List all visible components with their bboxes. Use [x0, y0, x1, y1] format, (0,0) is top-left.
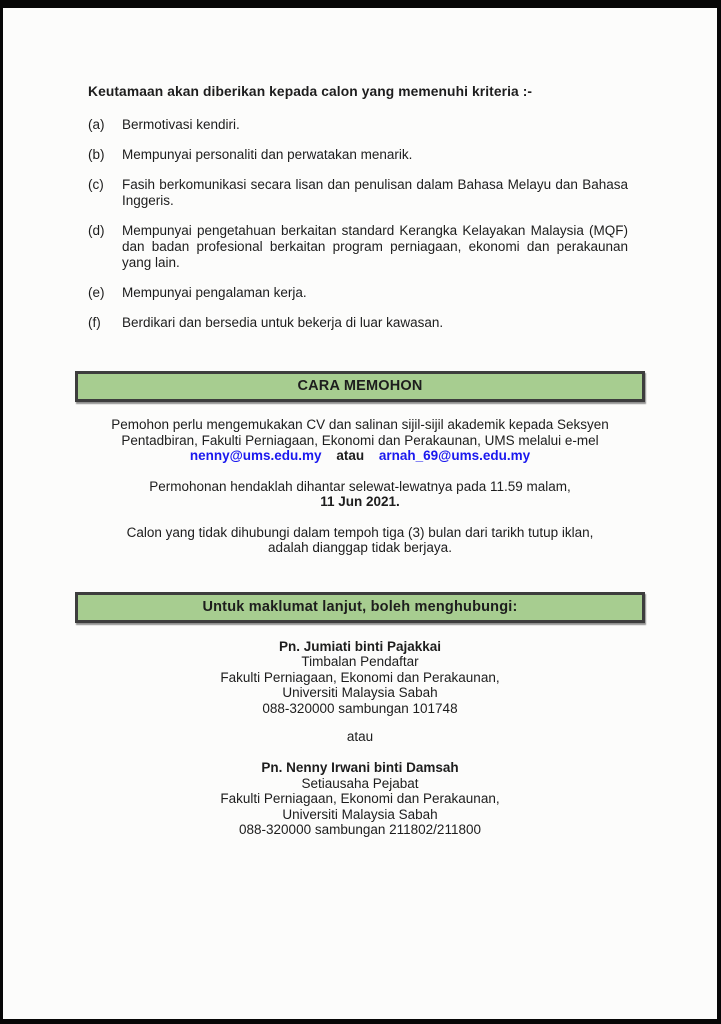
contact-university: Universiti Malaysia Sabah	[282, 685, 438, 700]
deadline-paragraph	[75, 479, 645, 510]
criteria-text: Mempunyai pengalaman kerja.	[122, 285, 307, 300]
page-content	[3, 84, 717, 838]
criteria-item-d	[88, 223, 628, 271]
email-link-arnah[interactable]: arnah_69@ums.edu.my	[378, 448, 531, 463]
criteria-item-c	[88, 177, 628, 209]
criteria-label: (e)	[88, 285, 105, 300]
criteria-text: Fasih berkomunikasi secara lisan dan penulisan dalam Bahasa Melayu dan Bahasa Inggeris.	[122, 177, 628, 208]
contact-name: Pn. Jumiati binti Pajakkai	[278, 638, 442, 654]
contact-separator: atau	[346, 729, 374, 744]
criteria-item-a	[88, 117, 628, 133]
cara-memohon-banner: CARA MEMOHON	[75, 371, 645, 402]
notice-paragraph	[75, 525, 645, 556]
contact-phone: 088-320000 sambungan 211802/211800	[239, 822, 481, 837]
apply-instructions-line2: Pentadbiran, Fakulti Perniagaan, Ekonomi dan Perakaunan, UMS melalui e-mel	[121, 432, 599, 448]
email-separator: atau	[336, 448, 365, 463]
contact-person-2	[75, 760, 645, 838]
criteria-label: (f)	[88, 315, 101, 330]
criteria-label: (a)	[88, 117, 105, 132]
deadline-line1: Permohonan hendaklah dihantar selewat-lewatnya pada 11.59 malam,	[149, 478, 571, 494]
criteria-item-f	[88, 315, 628, 331]
apply-instructions-paragraph	[75, 417, 645, 464]
document-page	[3, 8, 717, 1019]
criteria-label: (b)	[88, 147, 105, 162]
contact-faculty: Fakulti Perniagaan, Ekonomi dan Perakaunan,	[220, 669, 500, 685]
contact-role: Setiausaha Pejabat	[301, 775, 419, 791]
criteria-item-b	[88, 147, 628, 163]
criteria-label: (d)	[88, 223, 105, 238]
email-line	[75, 448, 645, 464]
criteria-item-e	[88, 285, 628, 301]
criteria-label: (c)	[88, 177, 104, 192]
criteria-text: Mempunyai pengetahuan berkaitan standard Kerangka Kelayakan Malaysia (MQF) dan badan profesional berkaitan program perniagaan, ekonomi dan perakaunan yang lain.	[122, 223, 628, 270]
contact-faculty: Fakulti Perniagaan, Ekonomi dan Perakaunan,	[220, 791, 500, 806]
notice-line1: Calon yang tidak dihubungi dalam tempoh tiga (3) bulan dari tarikh tutup iklan,	[126, 524, 594, 540]
apply-instructions-line1: Pemohon perlu mengemukakan CV dan salinan sijil-sijil akademik kepada Seksyen	[111, 417, 609, 432]
criteria-text: Bermotivasi kendiri.	[122, 117, 240, 132]
criteria-text: Mempunyai personaliti dan perwatakan menarik.	[122, 147, 413, 162]
criteria-heading: Keutamaan akan diberikan kepada calon yang memenuhi kriteria :-	[88, 84, 533, 99]
contact-name: Pn. Nenny Irwani binti Damsah	[261, 760, 459, 775]
email-link-nenny[interactable]: nenny@ums.edu.my	[189, 448, 322, 463]
contact-banner: Untuk maklumat lanjut, boleh menghubungi:	[75, 592, 645, 623]
deadline-date: 11 Jun 2021.	[320, 494, 400, 509]
criteria-text: Berdikari dan bersedia untuk bekerja di luar kawasan.	[122, 315, 444, 330]
contact-phone: 088-320000 sambungan 101748	[262, 700, 458, 716]
contact-role: Timbalan Pendaftar	[301, 654, 419, 669]
notice-line2: adalah dianggap tidak berjaya.	[268, 540, 452, 555]
contact-person-1	[75, 639, 645, 717]
criteria-list	[88, 117, 628, 331]
contact-university: Universiti Malaysia Sabah	[282, 806, 438, 822]
